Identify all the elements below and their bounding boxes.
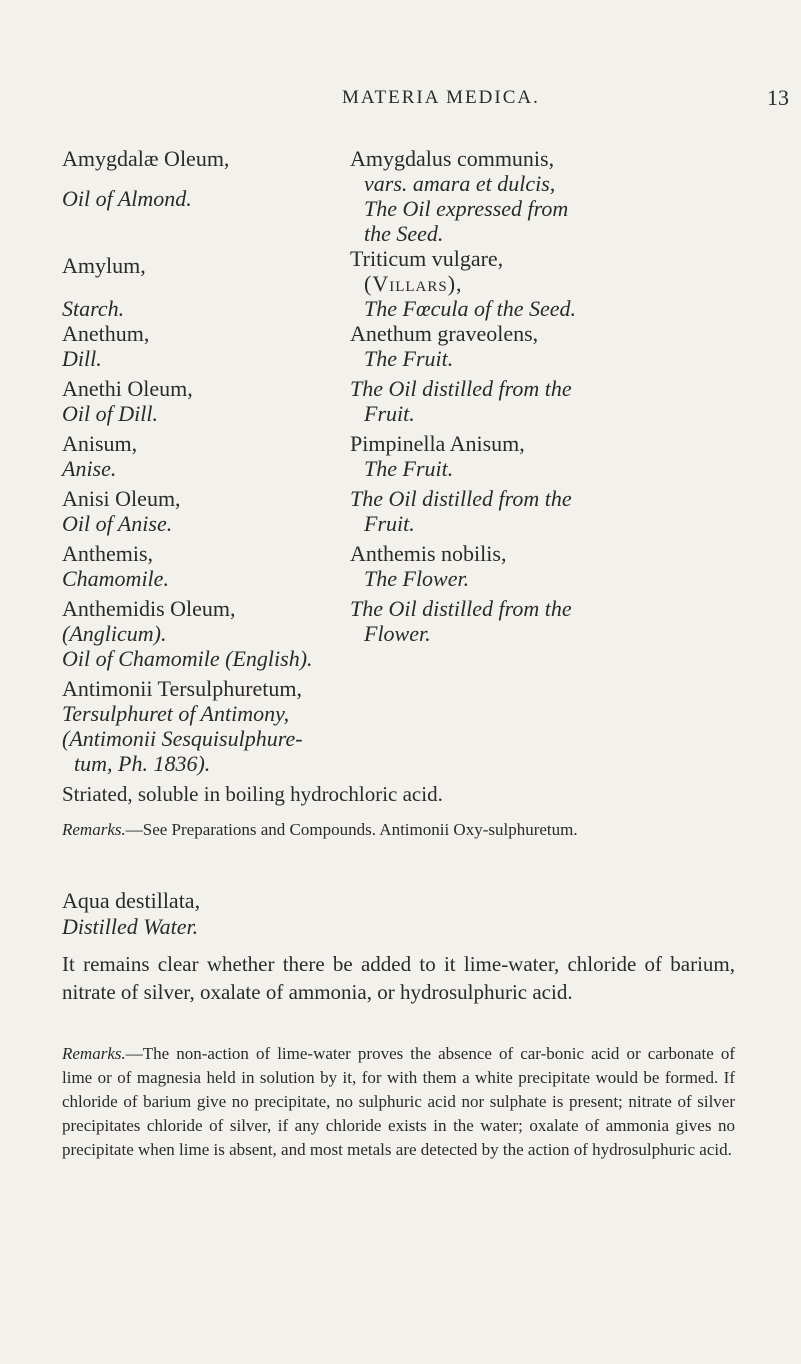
remarks-label: Remarks. bbox=[62, 820, 126, 839]
entry-source: (Villars), bbox=[364, 271, 463, 296]
entry-source: Flower. bbox=[364, 621, 431, 646]
entry-english-name: Oil of Dill. bbox=[62, 401, 158, 426]
entry-synonym: (Antimonii Sesquisulphure- bbox=[62, 726, 303, 751]
entry-source: The Fœcula of the Seed. bbox=[364, 296, 577, 321]
entry-english-name: Oil of Chamomile (English). bbox=[62, 646, 313, 671]
entry-synonym: tum, Ph. 1836). bbox=[74, 751, 211, 776]
entry-latin-name: Antimonii Tersulphuretum, bbox=[62, 676, 303, 701]
entry-latin-name: Anisi Oleum, bbox=[62, 486, 181, 511]
entry-source: The Fruit. bbox=[364, 456, 454, 481]
antimony-remarks bbox=[62, 818, 735, 842]
entry-source: The Oil distilled from the bbox=[350, 376, 572, 401]
entry-latin-name: Amygdalæ Oleum, bbox=[62, 146, 230, 171]
entry-latin-qualifier: (Anglicum). bbox=[62, 621, 167, 646]
aqua-remarks bbox=[62, 1042, 735, 1162]
entry-source: vars. amara et dulcis, bbox=[364, 171, 556, 196]
remarks-text: —See Preparations and Compounds. Antimonii Oxy-sulphuretum. bbox=[125, 820, 578, 839]
entry-source: Triticum vulgare, bbox=[350, 246, 504, 271]
entry-english-name: Oil of Anise. bbox=[62, 511, 173, 536]
entry-source: Anthemis nobilis, bbox=[350, 541, 507, 566]
aqua-english-name: Distilled Water. bbox=[62, 914, 199, 939]
entry-source: The Oil distilled from the bbox=[350, 596, 572, 621]
entry-source: Fruit. bbox=[364, 511, 415, 536]
remarks-text: —The non-action of lime-water proves the absence of car-bonic acid or carbonate of lime or of magnesia held in solution by it, for with them a white precipitate would be formed. If chloride of barium give no precipitate, no sulphuric acid nor sulphate is present; nitrate of silver precipitates chloride of silver, if any chloride exists in the water; oxalate of ammonia gives no precipitate when lime is absent, and most metals are detected by the action of hydrosulphuric acid. bbox=[62, 1044, 735, 1159]
entry-english-name: Tersulphuret of Antimony, bbox=[62, 701, 290, 726]
entry-english-name: Oil of Almond. bbox=[62, 186, 192, 211]
entry-source: The Fruit. bbox=[364, 346, 454, 371]
entry-latin-name: Anisum, bbox=[62, 431, 138, 456]
running-title: MATERIA MEDICA. bbox=[342, 87, 540, 108]
entry-latin-name: Amylum, bbox=[62, 253, 146, 278]
entry-latin-name: Anethi Oleum, bbox=[62, 376, 193, 401]
entry-english-name: Starch. bbox=[62, 296, 125, 321]
remarks-label: Remarks. bbox=[62, 1044, 126, 1063]
entry-source: Pimpinella Anisum, bbox=[350, 431, 525, 456]
page-header bbox=[0, 85, 801, 115]
entry-english-name: Anise. bbox=[62, 456, 117, 481]
antimony-note: Striated, soluble in boiling hydrochloric acid. bbox=[62, 782, 443, 806]
entry-source: The Oil distilled from the bbox=[350, 486, 572, 511]
entry-source: Fruit. bbox=[364, 401, 415, 426]
page-number: 13 bbox=[767, 85, 789, 110]
entry-latin-name: Anethum, bbox=[62, 321, 150, 346]
aqua-latin-name: Aqua destillata, bbox=[62, 888, 201, 913]
entry-latin-name: Anthemis, bbox=[62, 541, 154, 566]
entry-source: the Seed. bbox=[364, 221, 444, 246]
entry-latin-name: Anthemidis Oleum, bbox=[62, 596, 236, 621]
aqua-note: It remains clear whether there be added to it lime-water, chloride of barium, nitrate of silver, oxalate of ammonia, or hydrosulphuric acid. bbox=[62, 952, 735, 1004]
entry-source: Anethum graveolens, bbox=[350, 321, 539, 346]
entry-source: The Flower. bbox=[364, 566, 470, 591]
entry-english-name: Dill. bbox=[62, 346, 102, 371]
entry-source: The Oil expressed from bbox=[364, 196, 569, 221]
entry-source: Amygdalus communis, bbox=[350, 146, 555, 171]
entry-english-name: Chamomile. bbox=[62, 566, 169, 591]
